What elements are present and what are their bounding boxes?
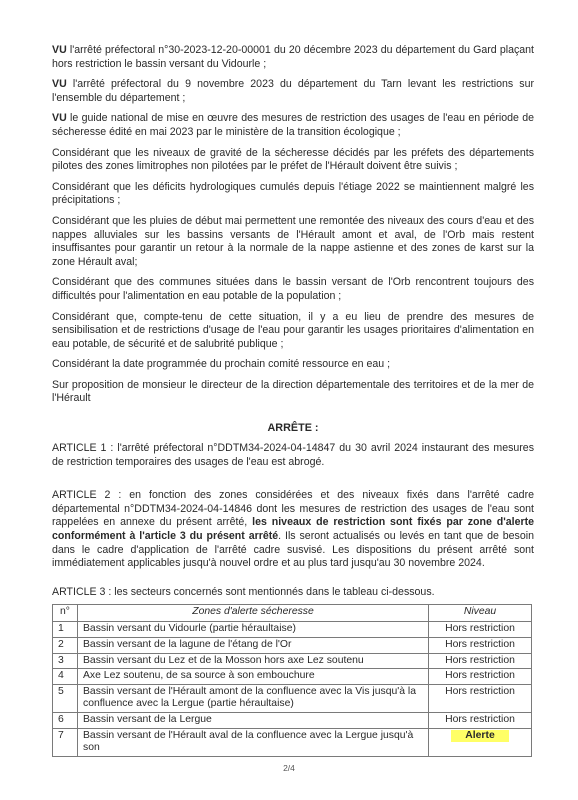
zones-table xyxy=(52,604,532,756)
header-level: Niveau xyxy=(429,605,532,622)
row-zone: Bassin versant de l'Hérault amont de la confluence avec la Vis jusqu'à la confluence avec la Lergue (partie héraultaise) xyxy=(78,684,429,712)
row-zone: Bassin versant du Vidourle (partie héraultaise) xyxy=(78,622,429,638)
paragraph-considerant-2: Considérant que les déficits hydrologiques cumulés depuis l'étiage 2022 se maintiennent malgré les précipitations ; xyxy=(52,180,534,207)
header-number: n° xyxy=(53,605,78,622)
paragraph-vu-3: VU le guide national de mise en œuvre des mesures de restriction des usages de l'eau en période de sécheresse édité en mai 2023 par le ministère de la transition écologique ; xyxy=(52,112,534,138)
paragraph-considerant-6: Considérant la date programmée du prochain comité ressource en eau ; xyxy=(52,358,391,371)
row-level: Hors restriction xyxy=(429,684,532,712)
article-2: ARTICLE 2 : en fonction des zones considérées et des niveaux fixés dans l'arrêté cadre départemental n°DDTM34-2024-04-14846 dont les mesures de restriction des usages de l'eau sont rappelées en annexe du présent arrêté, les niveaux de restriction sont fixés par zone d'alerte conformément à l'article 3 du présent arrêté. Ils seront actualisés ou levés en tant que de besoin dans le cadre d'application de l'arrêté cadre susvisé. Les dispositions du présent arrêté sont immédiatement applicables jusqu'à nouvel ordre et au plus tard jusqu'au 30 novembre 2024. xyxy=(52,489,535,570)
row-level: Hors restriction xyxy=(429,712,532,728)
row-zone: Bassin versant de l'Hérault aval de la confluence avec la Lergue jusqu'à son xyxy=(78,728,429,756)
row-level: Hors restriction xyxy=(429,669,532,685)
table-row xyxy=(53,684,532,712)
row-zone: Bassin versant de la lagune de l'étang de l'Or xyxy=(78,638,429,654)
arrete-heading: ARRÊTE : xyxy=(267,422,319,435)
paragraph-considerant-5: Considérant que, compte-tenu de cette situation, il y a eu lieu de prendre des mesures de sensibilisation et de restrictions d'usage de l'eau pour garantir les usages prioritaires d'alimentation en eau potable, de sécurité et de salubrité publique ; xyxy=(52,310,534,350)
row-number: 4 xyxy=(53,669,78,685)
table-row xyxy=(53,638,532,654)
paragraph-considerant-1: Considérant que les niveaux de gravité de la sécheresse décidés par les préfets des départements pilotes des zones limitrophes non pilotées par le préfet de l'Hérault doivent être suivis ; xyxy=(52,146,534,173)
row-number: 6 xyxy=(53,712,78,728)
row-zone: Bassin versant de la Lergue xyxy=(78,712,429,728)
paragraph-considerant-3: Considérant que les pluies de début mai permettent une remontée des niveaux des cours d'eau et des nappes alluviales sur les bassins versants de l'Hérault amont et aval, de l'Orb mais restent insuffisantes pour garantir un retour à la normale de la nappe astienne et des zones de karst sur la zone Hérault aval; xyxy=(52,214,534,268)
article-3: ARTICLE 3 : les secteurs concernés sont mentionnés dans le tableau ci-dessous. xyxy=(52,585,435,598)
row-number: 3 xyxy=(53,653,78,669)
paragraph-vu-2: VU l'arrêté préfectoral du 9 novembre 2023 du département du Tarn levant les restrictions sur l'ensemble du département ; xyxy=(52,78,534,104)
row-number: 1 xyxy=(53,622,78,638)
table-header-row xyxy=(53,605,532,622)
row-zone: Axe Lez soutenu, de sa source à son embouchure xyxy=(78,669,429,685)
row-level: Hors restriction xyxy=(429,622,532,638)
row-number: 7 xyxy=(53,728,78,756)
row-number: 5 xyxy=(53,684,78,712)
row-zone: Bassin versant du Lez et de la Mosson hors axe Lez soutenu xyxy=(78,653,429,669)
table-row xyxy=(53,653,532,669)
table-row xyxy=(53,622,532,638)
paragraph-vu-1: VU l'arrêté préfectoral n°30-2023-12-20-00001 du 20 décembre 2023 du département du Gard plaçant hors restriction le bassin versant du Vidourle ; xyxy=(52,44,534,70)
article-1: ARTICLE 1 : l'arrêté préfectoral n°DDTM34-2024-04-14847 du 30 avril 2024 instaurant des mesures de restriction temporaires des usages de l'eau est abrogé. xyxy=(52,442,534,468)
table-row xyxy=(53,712,532,728)
row-level: Hors restriction xyxy=(429,638,532,654)
row-level xyxy=(429,728,532,756)
header-zone: Zones d'alerte sécheresse xyxy=(78,605,429,622)
row-number: 2 xyxy=(53,638,78,654)
alert-level-badge: Alerte xyxy=(451,730,508,743)
page-number: 2/4 xyxy=(283,763,295,773)
paragraph-considerant-4: Considérant que des communes situées dans le bassin versant de l'Orb rencontrent toujours des difficultés pour l'alimentation en eau potable de la population ; xyxy=(52,276,534,302)
article-2-bold: les niveaux de restriction sont fixés par zone d'alerte conformément à l'article 3 du présent arrêté xyxy=(52,516,535,543)
table-row xyxy=(53,728,532,756)
row-level: Hors restriction xyxy=(429,653,532,669)
paragraph-proposition: Sur proposition de monsieur le directeur de la direction départementale des territoires et de la mer de l'Hérault xyxy=(52,378,534,405)
table-row xyxy=(53,669,532,685)
